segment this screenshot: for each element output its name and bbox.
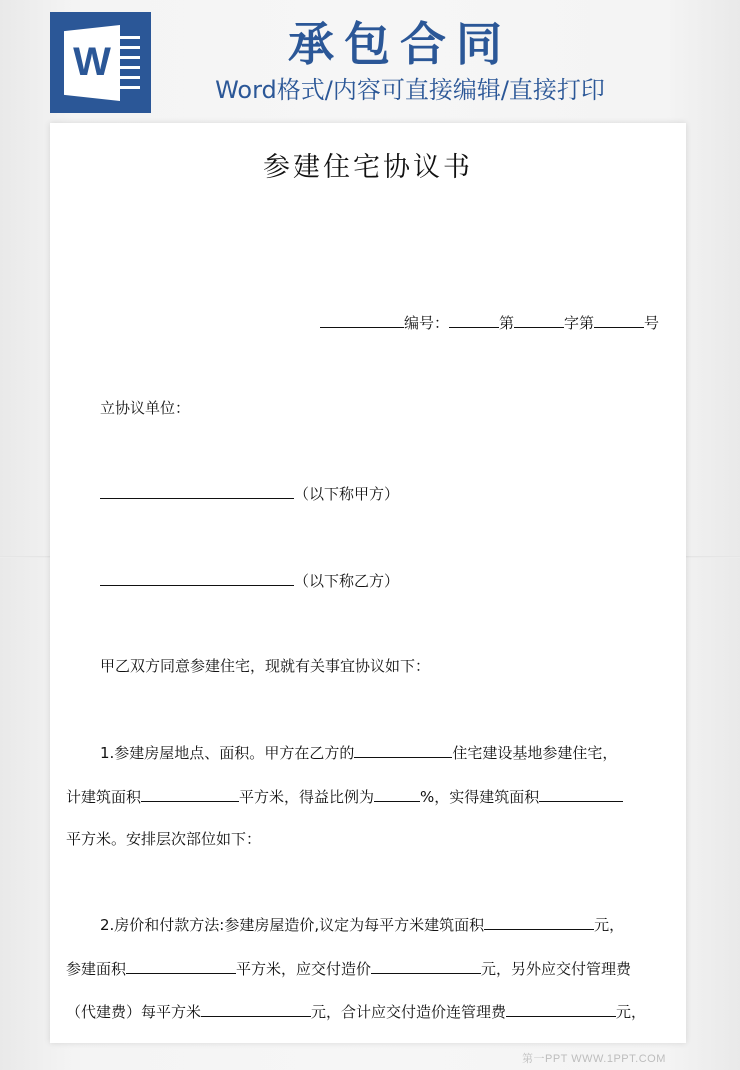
document-title: 参建住宅协议书 [263,152,473,183]
clause2-blank-cost[interactable] [371,958,481,974]
intro-paragraph: 甲乙双方同意参建住宅，现就有关事宜协议如下： [100,657,431,675]
clause2-blank-area[interactable] [126,958,236,974]
clause2-text-d: 平方米，应交付造价 [236,960,372,978]
party-b-suffix: （以下称乙方） [294,572,400,590]
clause2-line1 [100,914,624,935]
clause2-text-c: 参建面积 [66,960,127,978]
party-b-blank[interactable] [100,570,294,586]
blank-prefix[interactable] [320,312,404,328]
party-b-line [100,570,399,591]
clause2-text-e: 元，另外应交付管理费 [481,960,632,978]
blank-number-3[interactable] [594,312,644,328]
clause1-text-e: %，实得建筑面积 [420,788,540,806]
clause1-line3: 平方米。安排层次部位如下： [66,830,262,848]
clause1-text-b: 住宅建设基地参建住宅， [452,744,618,762]
party-a-suffix: （以下称甲方） [294,485,400,503]
clause1-blank-site[interactable] [354,742,452,758]
clause2-text-f: （代建费）每平方米 [66,1003,202,1021]
clause2-blank-price-per-sqm[interactable] [484,914,594,930]
document-page [50,123,686,1043]
clause1-blank-actual-area[interactable] [539,786,623,802]
clause1-line2 [66,786,623,807]
word-logo-letter: W [73,40,111,84]
number-label: 编号： [404,314,450,332]
clause2-text-h: 元， [616,1003,647,1021]
banner [0,0,740,122]
clause2-text-g: 元，合计应交付造价连管理费 [311,1003,507,1021]
word-logo-lines [120,36,140,96]
clause2-text-a: 2.房价和付款方法:参建房屋造价,议定为每平方米建筑面积 [100,916,485,934]
number-di-label: 第 [499,314,515,332]
number-hao-label: 号 [644,314,660,332]
parties-label: 立协议单位： [100,399,191,417]
banner-subtitle: Word格式/内容可直接编辑/直接打印 [215,76,605,104]
number-zi-di-label: 字第 [564,314,595,332]
clause2-text-b: 元， [594,916,625,934]
clause1-text-d: 平方米，得益比例为 [239,788,375,806]
clause2-line3 [66,1001,646,1022]
blank-number-1[interactable] [449,312,499,328]
clause1-line1 [100,742,617,763]
word-logo-icon [50,12,151,113]
clause1-text-a: 1.参建房屋地点、面积。甲方在乙方的 [100,744,355,762]
party-a-blank[interactable] [100,483,294,499]
clause1-blank-area[interactable] [141,786,239,802]
number-line [320,312,659,333]
clause2-blank-total[interactable] [506,1001,616,1017]
party-a-line [100,483,399,504]
clause1-text-c: 计建筑面积 [66,788,142,806]
blank-number-2[interactable] [514,312,564,328]
clause2-blank-mgmt-fee[interactable] [201,1001,311,1017]
clause2-line2 [66,958,631,979]
banner-title: 承包合同 [288,17,512,71]
clause1-blank-ratio[interactable] [374,786,420,802]
watermark: 第一PPT WWW.1PPT.COM [522,1053,666,1065]
